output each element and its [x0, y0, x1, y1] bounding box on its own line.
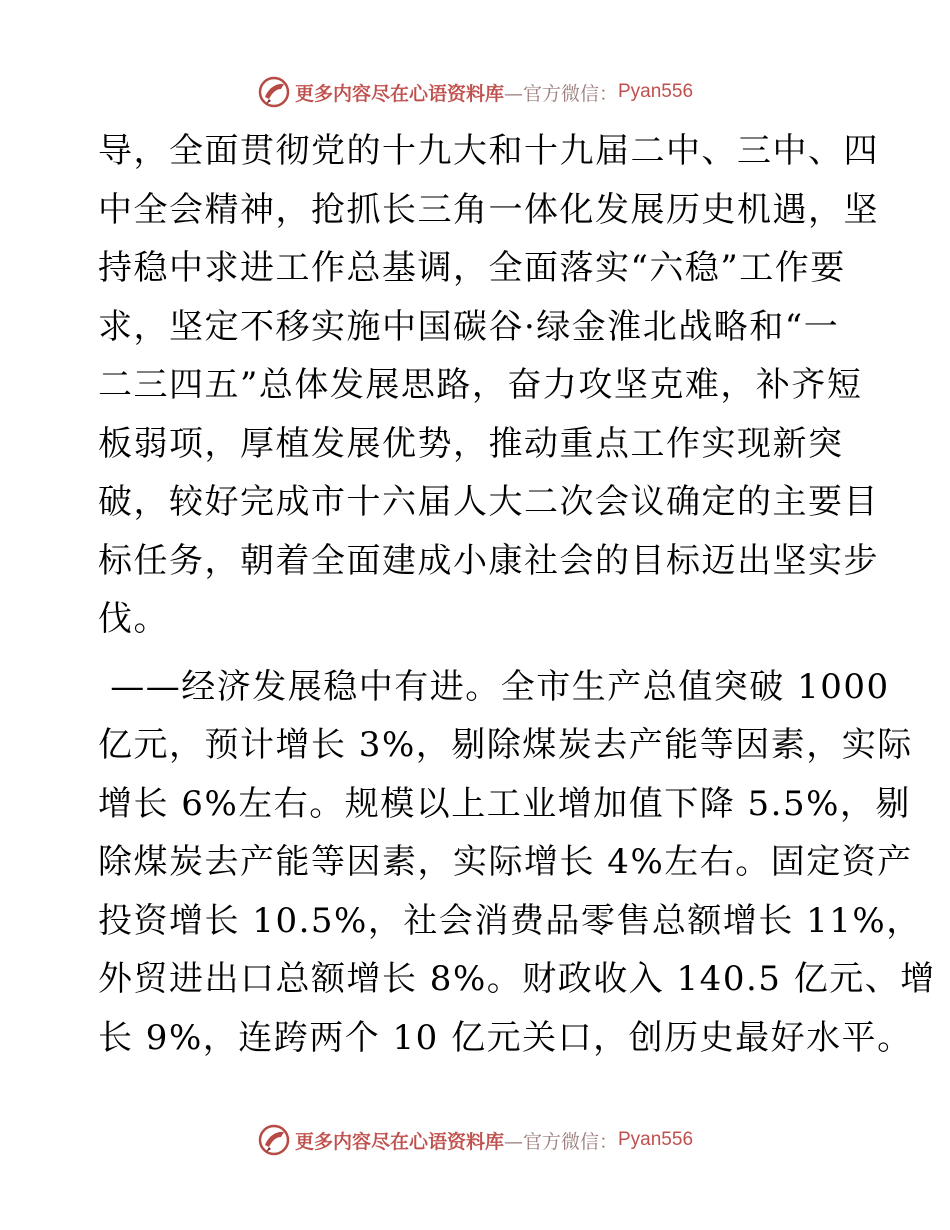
text-line: 除煤炭去产能等因素，实际增长 4%左右。固定资产	[98, 842, 913, 882]
text-line: 投资增长 10.5%，社会消费品零售总额增长 11%，	[98, 900, 922, 941]
header-wechat-id: Pyan556	[618, 81, 694, 102]
text-line: 持稳中求进工作总基调，全面落实“六稳”工作要	[98, 248, 846, 288]
text-line: 破，较好完成市十六届人大二次会议确定的主要目	[98, 482, 879, 522]
text-line: 板弱项，厚植发展优势，推动重点工作实现新突	[98, 423, 844, 464]
hand-pen-icon	[257, 1123, 291, 1157]
document-body	[98, 122, 936, 1067]
hand-pen-icon	[257, 75, 291, 109]
footer-wechat-id: Pyan556	[618, 1129, 694, 1150]
header-official-label: —官方微信：	[503, 82, 618, 105]
text-line: 长 9%，连跨两个 10 亿元关口，创历史最好水平。	[98, 1017, 913, 1058]
text-line: 标任务，朝着全面建成小康社会的目标迈出坚实步	[98, 540, 879, 581]
text-line: 外贸进出口总额增长 8%。财政收入 140.5 亿元、增	[98, 959, 936, 999]
footer-official-label: —官方微信：	[503, 1130, 618, 1153]
text-line: 二三四五”总体发展思路，奋力攻坚克难，补齐短	[98, 365, 863, 405]
header-banner	[0, 72, 950, 112]
header-brand-text: 更多内容尽在心语资料库	[294, 82, 504, 105]
text-line: ——经济发展稳中有进。全市生产总值突破 1000	[98, 666, 890, 707]
text-line: 伐。	[98, 599, 169, 639]
text-line: 亿元，预计增长 3%，剔除煤炭去产能等因素，实际	[98, 725, 913, 765]
text-line: 求，坚定不移实施中国碳谷·绿金淮北战略和“一	[98, 306, 840, 347]
text-line: 中全会精神，抢抓长三角一体化发展历史机遇，坚	[98, 189, 879, 230]
paragraph-1	[98, 122, 879, 649]
footer-brand-text: 更多内容尽在心语资料库	[294, 1130, 504, 1153]
paragraph-2	[98, 658, 936, 1068]
paragraph-spacer	[98, 649, 858, 658]
text-line: 导，全面贯彻党的十九大和十九届二中、三中、四	[98, 131, 879, 171]
footer-banner	[0, 1120, 950, 1160]
text-line: 增长 6%左右。规模以上工业增加值下降 5.5%，剔	[98, 783, 911, 824]
